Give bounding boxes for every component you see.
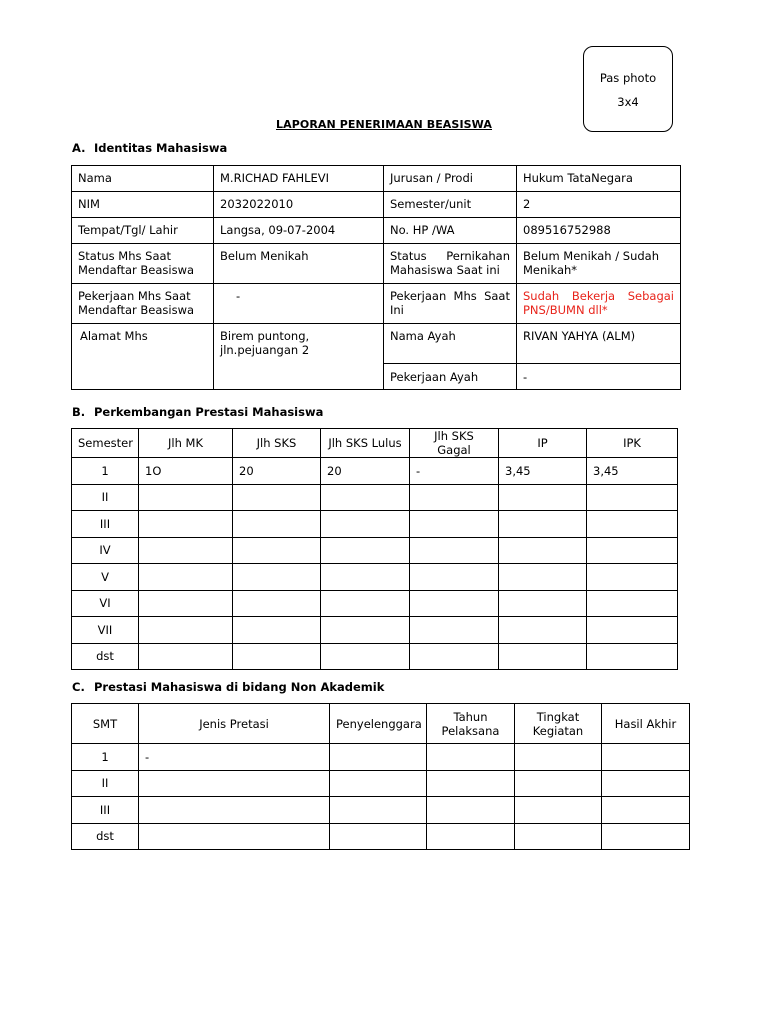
- table-cell: [587, 537, 678, 564]
- table-row: [72, 484, 678, 511]
- column-header: [602, 704, 690, 744]
- header-line: Hasil Akhir: [614, 716, 677, 731]
- table-cell: -: [410, 458, 499, 485]
- table-cell: [233, 590, 321, 617]
- table-cell: [410, 537, 499, 564]
- label-pekerjaan-mhs: [72, 284, 214, 324]
- table-cell: [139, 564, 233, 591]
- table-cell: 20: [233, 458, 321, 485]
- table-cell: [499, 511, 587, 538]
- table-row: [72, 537, 678, 564]
- photo-label: Pas photo: [599, 71, 657, 85]
- photo-size: 3x4: [617, 95, 639, 109]
- table-cell: [330, 770, 427, 797]
- table-cell: [410, 590, 499, 617]
- column-header: Jlh SKS: [233, 429, 321, 458]
- table-cell: [515, 744, 602, 771]
- table-cell: [233, 511, 321, 538]
- value-semester: 2: [517, 192, 681, 218]
- table-cell: [321, 537, 410, 564]
- header-line: Jenis Pretasi: [199, 716, 269, 731]
- table-cell: 3,45: [587, 458, 678, 485]
- table-cell: [139, 823, 330, 850]
- semester-cell: II: [72, 484, 139, 511]
- column-header: IP: [499, 429, 587, 458]
- value-pekerjaan-ayah: -: [517, 364, 681, 390]
- column-header: Semester: [72, 429, 139, 458]
- table-cell: [233, 643, 321, 670]
- label-nama: Nama: [72, 166, 214, 192]
- table-cell: [139, 511, 233, 538]
- table-row: [72, 823, 690, 850]
- table-cell: [587, 617, 678, 644]
- table-cell: [139, 643, 233, 670]
- table-row: [72, 458, 678, 485]
- smt-cell: III: [72, 797, 139, 824]
- section-b-number: B.: [72, 405, 86, 419]
- table-row: [72, 564, 678, 591]
- table-cell: [427, 770, 515, 797]
- table-cell: [587, 484, 678, 511]
- label-status-mhs: [72, 244, 214, 284]
- table-cell: [410, 617, 499, 644]
- header-line: SMT: [92, 716, 118, 731]
- label-pekerjaan-ayah: Pekerjaan Ayah: [384, 364, 517, 390]
- table-cell: [499, 617, 587, 644]
- label-pekerjaan-saat-ini: [384, 284, 517, 324]
- table-row: [72, 192, 681, 218]
- label-status-nikah: [384, 244, 517, 284]
- table-cell: [427, 744, 515, 771]
- column-header: Jlh SKS Lulus: [321, 429, 410, 458]
- document-title: LAPORAN PENERIMAAN BEASISWA: [275, 118, 493, 131]
- semester-cell: dst: [72, 643, 139, 670]
- table-cell: [321, 590, 410, 617]
- smt-cell: II: [72, 770, 139, 797]
- section-c-title: [72, 680, 384, 694]
- table-cell: [427, 823, 515, 850]
- table-cell: [410, 484, 499, 511]
- semester-cell: IV: [72, 537, 139, 564]
- table-cell: [515, 770, 602, 797]
- table-cell: 3,45: [499, 458, 587, 485]
- table-cell: [330, 823, 427, 850]
- table-row: [72, 284, 681, 324]
- table-cell: [602, 744, 690, 771]
- table-row: [72, 324, 681, 364]
- table-cell: [587, 643, 678, 670]
- column-header: Jlh MK: [139, 429, 233, 458]
- table-row: [72, 643, 678, 670]
- table-row: [72, 166, 681, 192]
- section-c-label: Prestasi Mahasiswa di bidang Non Akademik: [94, 680, 385, 694]
- label-line: Status Pernikahan: [390, 249, 510, 263]
- value-nama-ayah: RIVAN YAHYA (ALM): [517, 324, 681, 364]
- semester-cell: 1: [72, 458, 139, 485]
- table-cell: [410, 643, 499, 670]
- table-cell: [139, 484, 233, 511]
- header-line: Penyelenggara: [336, 716, 422, 731]
- table-header-row: [72, 429, 678, 458]
- value-alamat: [214, 324, 384, 390]
- label-nim: NIM: [72, 192, 214, 218]
- section-a-label: Identitas Mahasiswa: [94, 141, 228, 155]
- label-line: Status Mhs Saat: [78, 249, 172, 263]
- semester-cell: III: [72, 511, 139, 538]
- table-cell: [233, 617, 321, 644]
- column-header: [515, 704, 602, 744]
- table-cell: [602, 823, 690, 850]
- table-row: [72, 511, 678, 538]
- table-row: [72, 244, 681, 284]
- table-cell: [410, 564, 499, 591]
- table-cell: [602, 797, 690, 824]
- value-status-mhs: Belum Menikah: [214, 244, 384, 284]
- table-row: [72, 744, 690, 771]
- label-line: Ini: [390, 303, 404, 317]
- semester-cell: V: [72, 564, 139, 591]
- table-cell: [139, 537, 233, 564]
- value-line: Menikah*: [523, 263, 578, 277]
- label-alamat: Alamat Mhs: [72, 324, 214, 390]
- table-cell: [233, 484, 321, 511]
- table-cell: [139, 590, 233, 617]
- table-cell: [499, 484, 587, 511]
- value-pekerjaan-mhs: -: [214, 284, 384, 324]
- table-cell: [602, 770, 690, 797]
- table-cell: [587, 590, 678, 617]
- value-nama: M.RICHAD FAHLEVI: [214, 166, 384, 192]
- smt-cell: dst: [72, 823, 139, 850]
- column-header: Jlh SKS Gagal: [410, 429, 499, 458]
- table-cell: [233, 564, 321, 591]
- section-b-title: [72, 405, 323, 419]
- value-nim: 2032022010: [214, 192, 384, 218]
- value-jurusan: Hukum TataNegara: [517, 166, 681, 192]
- section-a-number: A.: [72, 141, 86, 155]
- value-hp: 089516752988: [517, 218, 681, 244]
- label-hp: No. HP /WA: [384, 218, 517, 244]
- value-pekerjaan-saat-ini: [517, 284, 681, 324]
- label-jurusan: Jurusan / Prodi: [384, 166, 517, 192]
- semester-cell: VI: [72, 590, 139, 617]
- table-cell: [321, 484, 410, 511]
- table-cell: [330, 744, 427, 771]
- table-row: [72, 590, 678, 617]
- academic-table: [71, 428, 678, 670]
- table-row: [72, 770, 690, 797]
- semester-cell: VII: [72, 617, 139, 644]
- table-cell: [233, 537, 321, 564]
- table-cell: [587, 511, 678, 538]
- table-cell: [321, 511, 410, 538]
- table-row: [72, 797, 690, 824]
- section-b-label: Perkembangan Prestasi Mahasiswa: [94, 405, 324, 419]
- table-cell: [321, 564, 410, 591]
- value-line: Sudah Bekerja Sebagai: [523, 289, 674, 303]
- label-line: Pekerjaan Mhs Saat: [390, 289, 510, 303]
- label-semester: Semester/unit: [384, 192, 517, 218]
- value-ttl: Langsa, 09-07-2004: [214, 218, 384, 244]
- header-line: Tingkat: [536, 709, 580, 724]
- table-cell: [427, 797, 515, 824]
- section-c-number: C.: [72, 680, 85, 694]
- table-header-row: [72, 704, 690, 744]
- table-row: [72, 617, 678, 644]
- header-line: Tahun: [453, 709, 488, 724]
- column-header: [139, 704, 330, 744]
- table-cell: [587, 564, 678, 591]
- label-line: Mendaftar Beasiswa: [78, 263, 195, 277]
- table-cell: [410, 511, 499, 538]
- table-cell: [321, 643, 410, 670]
- label-line: Mendaftar Beasiswa: [78, 303, 195, 317]
- label-nama-ayah: Nama Ayah: [384, 324, 517, 364]
- table-cell: [499, 537, 587, 564]
- value-line: Birem puntong,: [220, 329, 310, 343]
- value-line: jln.pejuangan 2: [220, 343, 310, 357]
- header-line: Pelaksana: [441, 723, 500, 738]
- column-header: [330, 704, 427, 744]
- table-cell: [499, 590, 587, 617]
- table-cell: [321, 617, 410, 644]
- column-header: [427, 704, 515, 744]
- table-cell: 1O: [139, 458, 233, 485]
- smt-cell: 1: [72, 744, 139, 771]
- table-cell: [139, 617, 233, 644]
- header-line: Kegiatan: [532, 723, 584, 738]
- table-row: [72, 218, 681, 244]
- table-cell: -: [139, 744, 330, 771]
- table-cell: 20: [321, 458, 410, 485]
- label-line: Mahasiswa Saat ini: [390, 263, 500, 277]
- table-cell: [330, 797, 427, 824]
- label-ttl: Tempat/Tgl/ Lahir: [72, 218, 214, 244]
- non-academic-table: [71, 703, 690, 850]
- table-cell: [139, 797, 330, 824]
- label-line: Pekerjaan Mhs Saat: [78, 289, 191, 303]
- table-cell: [515, 797, 602, 824]
- section-a-title: [72, 141, 227, 155]
- table-cell: [139, 770, 330, 797]
- value-line: Belum Menikah / Sudah: [523, 249, 659, 263]
- table-cell: [499, 564, 587, 591]
- column-header: [72, 704, 139, 744]
- table-cell: [515, 823, 602, 850]
- column-header: IPK: [587, 429, 678, 458]
- table-cell: [499, 643, 587, 670]
- identity-table: [71, 165, 681, 390]
- value-line: PNS/BUMN dll*: [523, 303, 608, 317]
- value-status-nikah: [517, 244, 681, 284]
